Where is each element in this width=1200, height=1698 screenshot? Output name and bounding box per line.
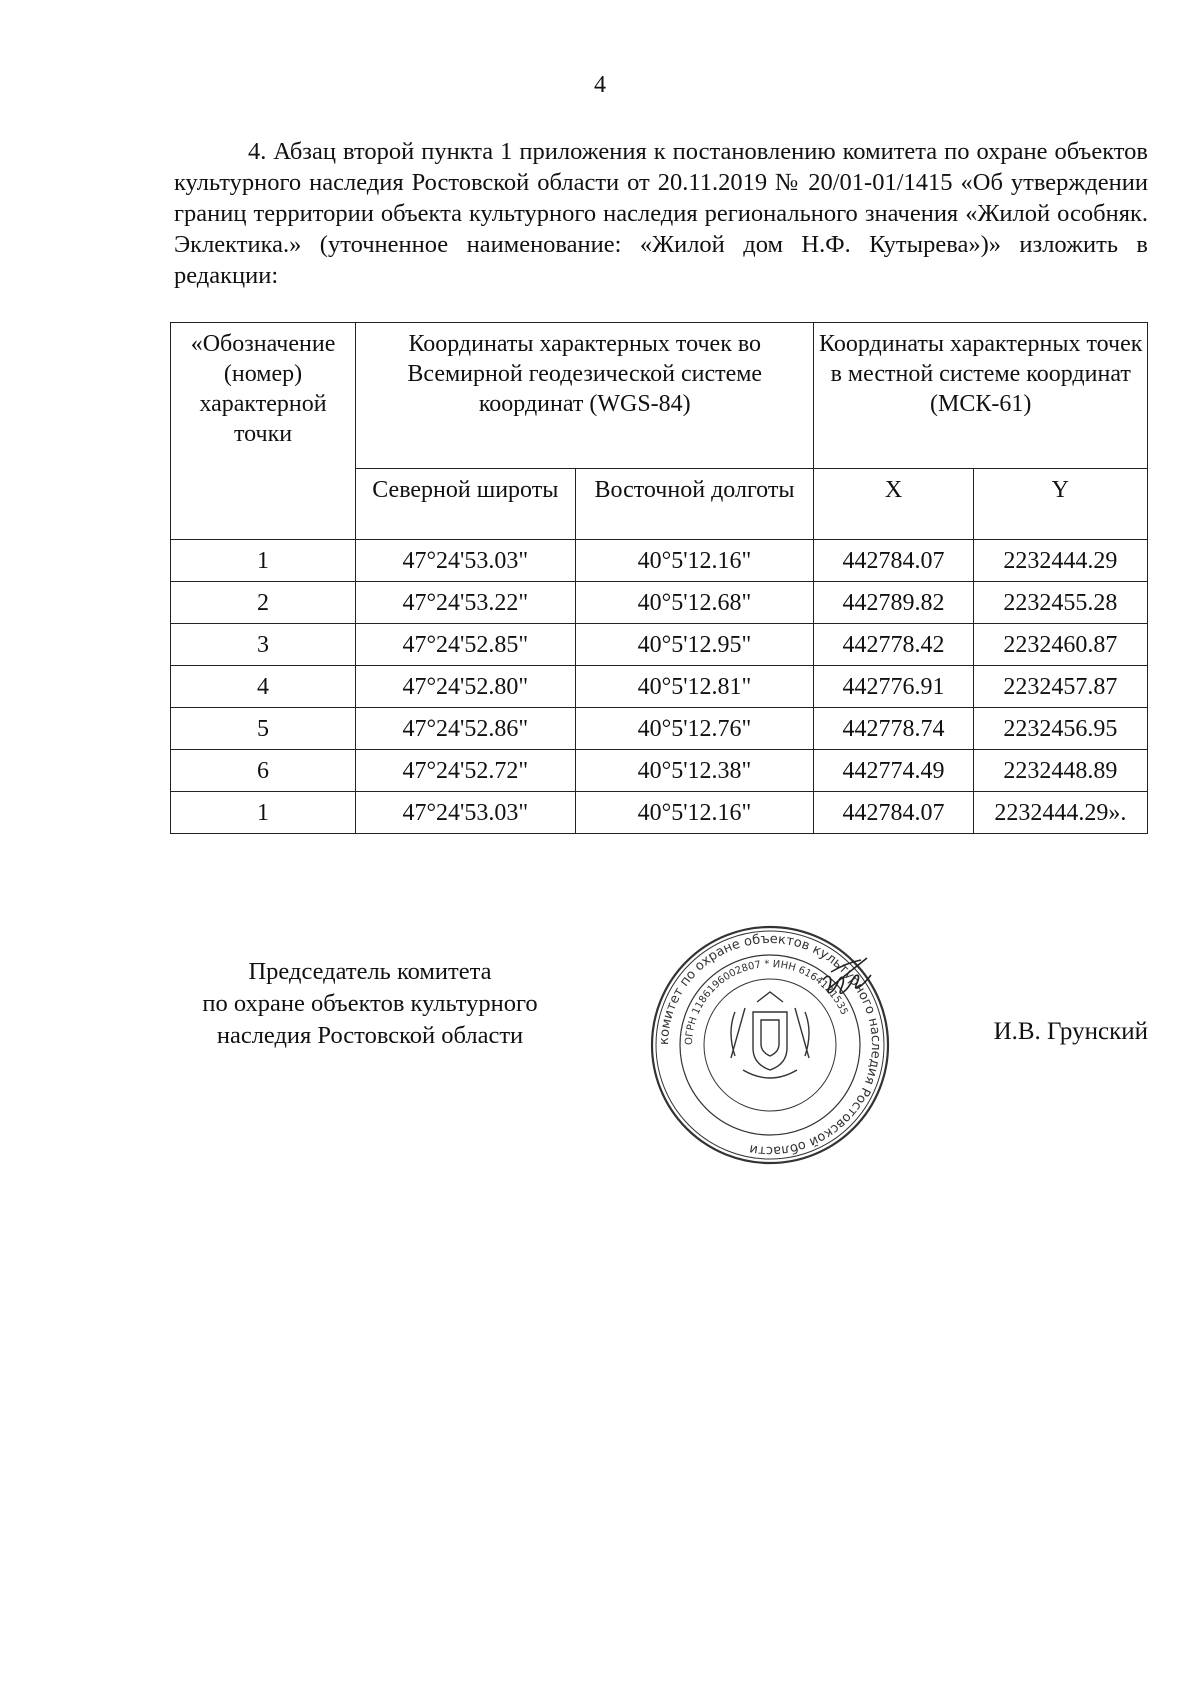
coord-y: 2232456.95 (973, 708, 1147, 750)
coord-y: 2232460.87 (973, 624, 1147, 666)
point-number: 3 (171, 624, 356, 666)
svg-text:ОГРН 1186196002807 * ИНН 61641 (684, 959, 850, 1045)
latitude: 47°24'52.85" (356, 624, 576, 666)
longitude: 40°5'12.68" (575, 582, 814, 624)
coord-x: 442776.91 (814, 666, 973, 708)
longitude: 40°5'12.81" (575, 666, 814, 708)
latitude: 47°24'52.86" (356, 708, 576, 750)
coordinates-table (170, 322, 1148, 834)
header-point-number: «Обозначение (номер) характерной точки (171, 323, 356, 540)
amendment-paragraph: 4. Абзац второй пункта 1 приложения к постановлению комитета по охране объектов культурного наследия Ростовской области от 20.11.2019 № 20/01-01/1415 «Об утверждении границ территории объекта культурного наследия регионального значения «Жилой особняк. Эклектика.» (уточненное наименование: «Жилой дом Н.Ф. Кутырева»)» изложить в редакции: (174, 138, 1148, 289)
coord-x: 442778.42 (814, 624, 973, 666)
coord-x: 442784.07 (814, 792, 973, 834)
table-row (171, 792, 1148, 834)
coord-x: 442784.07 (814, 540, 973, 582)
header-east-longitude: Восточной долготы (575, 469, 814, 540)
coord-x: 442789.82 (814, 582, 973, 624)
point-number: 1 (171, 792, 356, 834)
coord-x: 442778.74 (814, 708, 973, 750)
header-north-latitude: Северной широты (356, 469, 576, 540)
coord-y: 2232457.87 (973, 666, 1147, 708)
table-row (171, 624, 1148, 666)
latitude: 47°24'53.03" (356, 792, 576, 834)
table-row (171, 540, 1148, 582)
official-seal (645, 920, 895, 1170)
longitude: 40°5'12.16" (575, 540, 814, 582)
coord-y: 2232448.89 (973, 750, 1147, 792)
signer-name: И.В. Грунский (993, 1018, 1148, 1045)
longitude: 40°5'12.16" (575, 792, 814, 834)
signatory-position (160, 956, 580, 1052)
table-row (171, 582, 1148, 624)
table-header-row (171, 323, 1148, 469)
longitude: 40°5'12.38" (575, 750, 814, 792)
coat-of-arms-icon (731, 992, 809, 1078)
point-number: 4 (171, 666, 356, 708)
table-row (171, 750, 1148, 792)
longitude: 40°5'12.76" (575, 708, 814, 750)
position-line: наследия Ростовской области (216, 1022, 524, 1049)
coord-y: 2232444.29 (973, 540, 1147, 582)
coord-x: 442774.49 (814, 750, 973, 792)
seal-outer-text: комитет по охране объектов культурного наследия Ростовской области (656, 931, 884, 1159)
coord-y: 2232455.28 (973, 582, 1147, 624)
table-row (171, 708, 1148, 750)
page-number: 4 (594, 72, 606, 98)
point-number: 5 (171, 708, 356, 750)
table-row (171, 666, 1148, 708)
latitude: 47°24'53.03" (356, 540, 576, 582)
point-number: 2 (171, 582, 356, 624)
latitude: 47°24'52.72" (356, 750, 576, 792)
position-line: Председатель комитета (248, 958, 492, 985)
point-number: 1 (171, 540, 356, 582)
latitude: 47°24'52.80" (356, 666, 576, 708)
header-x: X (814, 469, 973, 540)
position-line: по охране объектов культурного (202, 990, 538, 1017)
seal-inner-text: ОГРН 1186196002807 * ИНН 6164121535 (683, 958, 850, 1046)
header-y: Y (973, 469, 1147, 540)
point-number: 6 (171, 750, 356, 792)
header-msk61: Координаты характерных точек в местной системе координат (МСК-61) (814, 323, 1148, 469)
coord-y: 2232444.29». (973, 792, 1147, 834)
longitude: 40°5'12.95" (575, 624, 814, 666)
header-wgs84: Координаты характерных точек во Всемирной геодезической системе координат (WGS-84) (356, 323, 814, 469)
latitude: 47°24'53.22" (356, 582, 576, 624)
